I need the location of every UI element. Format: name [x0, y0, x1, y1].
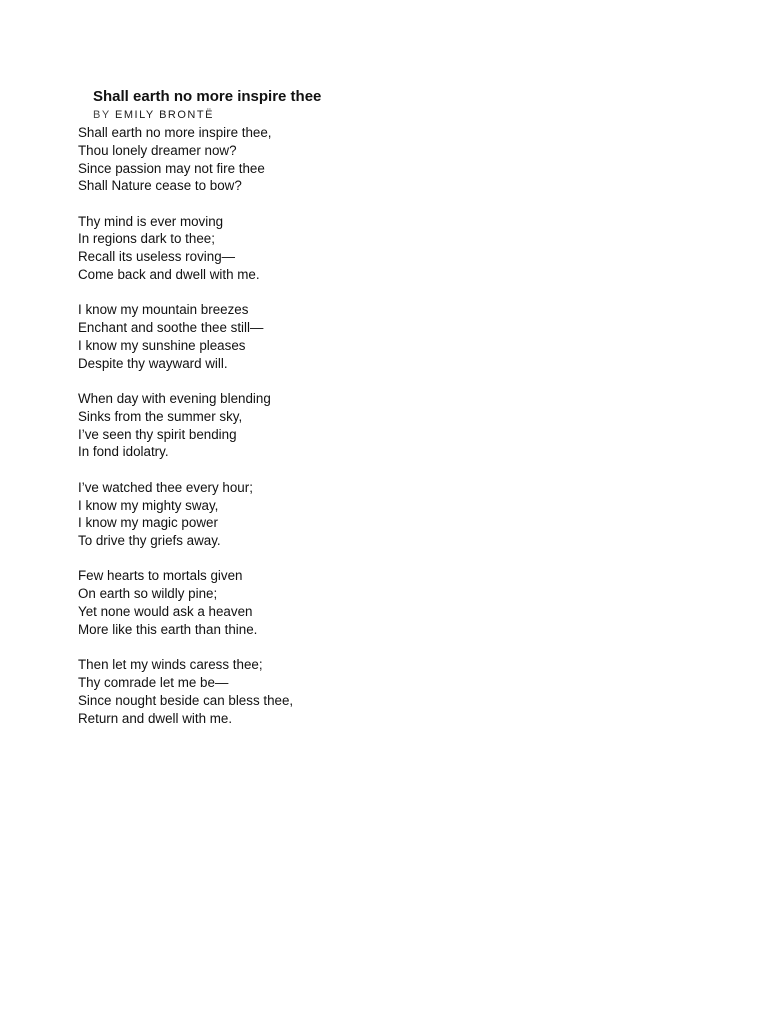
- poem-line: I’ve seen thy spirit bending: [78, 426, 237, 442]
- poem-line: I know my magic power: [78, 515, 218, 531]
- stanza-2: [78, 213, 498, 284]
- poem-line: Few hearts to mortals given: [78, 568, 243, 584]
- poem-line: Thy comrade let me be—: [78, 674, 229, 690]
- poem-line: When day with evening blending: [78, 391, 271, 407]
- poem-line: Since passion may not fire thee: [78, 160, 265, 176]
- poem-line: I know my mighty sway,: [78, 497, 219, 513]
- stanza-1: [78, 124, 498, 195]
- poem-line: I know my mountain breezes: [78, 302, 249, 318]
- byline: [93, 109, 214, 121]
- poem-line: Come back and dwell with me.: [78, 267, 260, 283]
- stanza-4: [78, 390, 498, 461]
- author-name: EMILY BRONTË: [115, 109, 214, 121]
- poem-line: Since nought beside can bless thee,: [78, 692, 294, 708]
- poem-line: In regions dark to thee;: [78, 231, 215, 247]
- poem-line: Recall its useless roving—: [78, 249, 236, 265]
- poem-line: Return and dwell with me.: [78, 710, 233, 726]
- poem-line: Then let my winds caress thee;: [78, 657, 263, 673]
- poem-line: Sinks from the summer sky,: [78, 408, 243, 424]
- poem-line: On earth so wildly pine;: [78, 586, 218, 602]
- poem-line: I know my sunshine pleases: [78, 337, 246, 353]
- poem-line: Yet none would ask a heaven: [78, 604, 253, 620]
- stanza-3: [78, 301, 498, 372]
- poem-line: I’ve watched thee every hour;: [78, 479, 253, 495]
- poem-line: Shall Nature cease to bow?: [78, 178, 242, 194]
- poem-line: Enchant and soothe thee still—: [78, 320, 264, 336]
- poem-line: Despite thy wayward will.: [78, 355, 228, 371]
- poem-line: Thy mind is ever moving: [78, 213, 224, 229]
- poem-line: To drive thy griefs away.: [78, 533, 221, 549]
- stanza-7: [78, 656, 498, 727]
- byline-prefix: BY: [93, 109, 111, 121]
- poem-title: Shall earth no more inspire thee: [93, 88, 322, 105]
- poem-line: More like this earth than thine.: [78, 621, 258, 637]
- poem-line: Shall earth no more inspire thee,: [78, 125, 272, 140]
- poem-line: Thou lonely dreamer now?: [78, 142, 237, 158]
- poem-line: In fond idolatry.: [78, 444, 169, 460]
- poem-body: [78, 124, 498, 745]
- stanza-6: [78, 567, 498, 638]
- stanza-5: [78, 479, 498, 550]
